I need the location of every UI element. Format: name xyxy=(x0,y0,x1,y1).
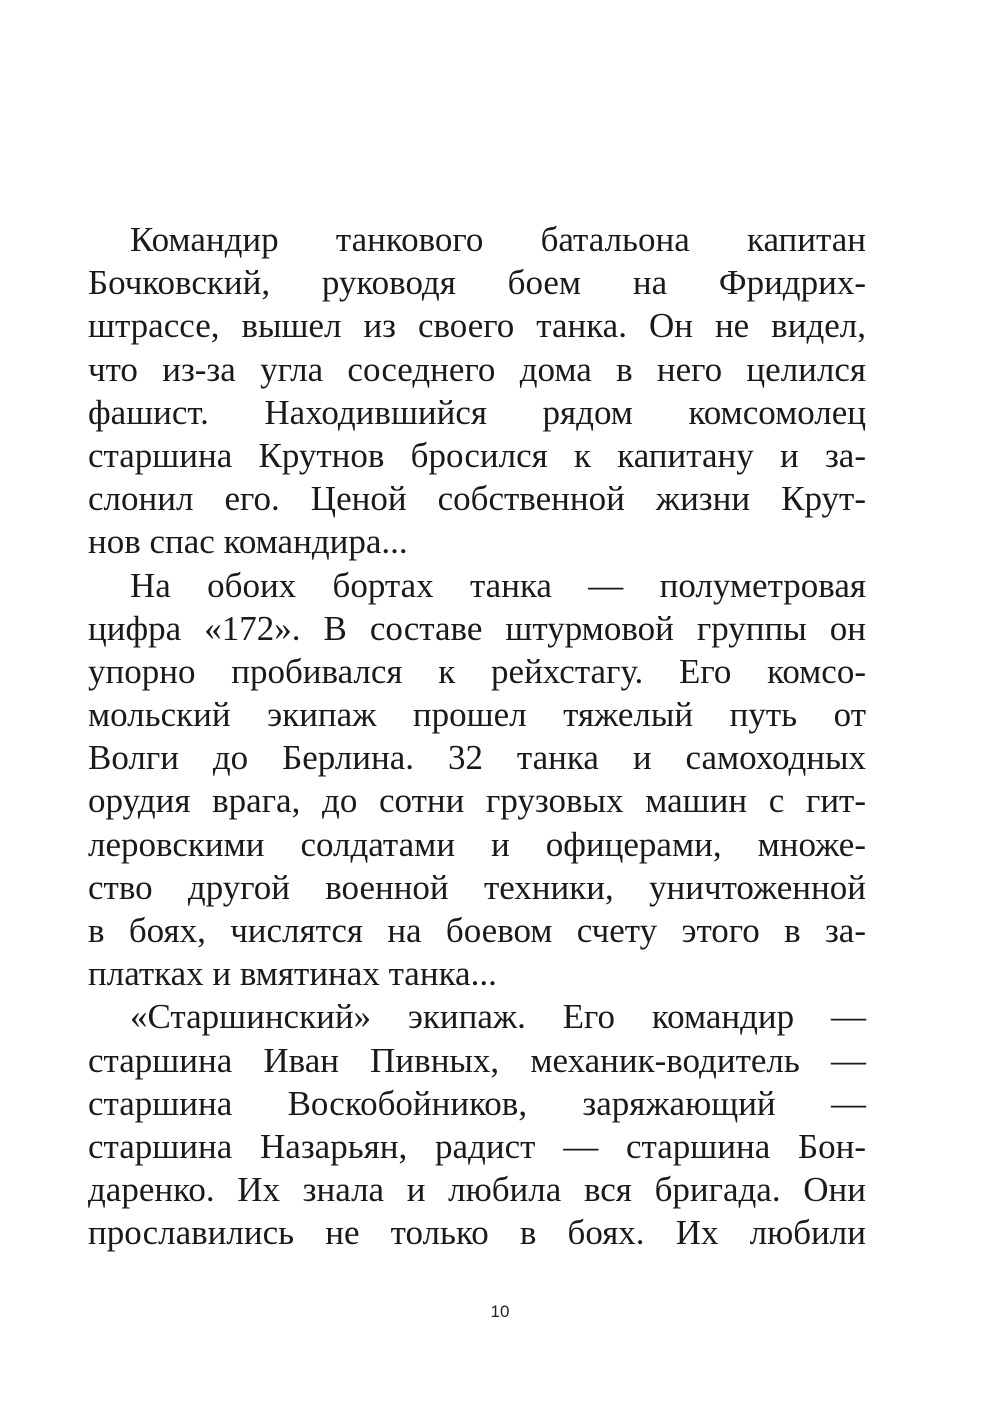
text-line: в боях, числятся на боевом счету этого в за- xyxy=(88,911,866,950)
text-line: старшина Назарьян, радист — старшина Бон- xyxy=(88,1126,866,1166)
text-line: старшина Воскобойников, заряжающий — xyxy=(88,1083,866,1123)
body-text xyxy=(88,218,866,1255)
text-line: цифра «172». В составе штурмовой группы он xyxy=(88,608,866,648)
text-line: Волги до Берлина. 32 танка и самоходных xyxy=(88,738,866,778)
text-line: платках и вмятинах танка... xyxy=(88,954,497,994)
text-line: упорно пробивался к рейхстагу. Его комсо- xyxy=(88,651,866,691)
text-line: ство другой военной техники, уничтоженной xyxy=(88,867,866,907)
text-line: «Старшинский» экипаж. Его командир — xyxy=(130,997,866,1037)
text-line: орудия врага, до сотни грузовых машин с гит- xyxy=(88,781,866,821)
text-line: прославились не только в боях. Их любили xyxy=(88,1213,866,1253)
text-line: что из-за угла соседнего дома в него целился xyxy=(88,349,866,389)
text-line: нов спас командира... xyxy=(88,522,408,562)
text-line: штрассе, вышел из своего танка. Он не видел, xyxy=(88,306,866,346)
text-line: Бочковский, руководя боем на Фридрих- xyxy=(88,263,866,303)
text-line: На обоих бортах танка — полуметровая xyxy=(130,565,866,605)
text-line: Командир танкового батальона капитан xyxy=(130,220,866,259)
page-number: 10 xyxy=(490,1302,510,1321)
text-line: слонил его. Ценой собственной жизни Крут- xyxy=(88,479,866,519)
text-line: старшина Иван Пивных, механик-водитель — xyxy=(88,1040,866,1080)
text-line: фашист. Находившийся рядом комсомолец xyxy=(88,392,866,432)
text-line: старшина Крутнов бросился к капитану и за- xyxy=(88,435,866,475)
text-line: даренко. Их знала и любила вся бригада. Они xyxy=(88,1170,866,1210)
text-line: мольский экипаж прошел тяжелый путь от xyxy=(88,695,866,735)
text-line: леровскими солдатами и офицерами, множе- xyxy=(88,824,866,864)
